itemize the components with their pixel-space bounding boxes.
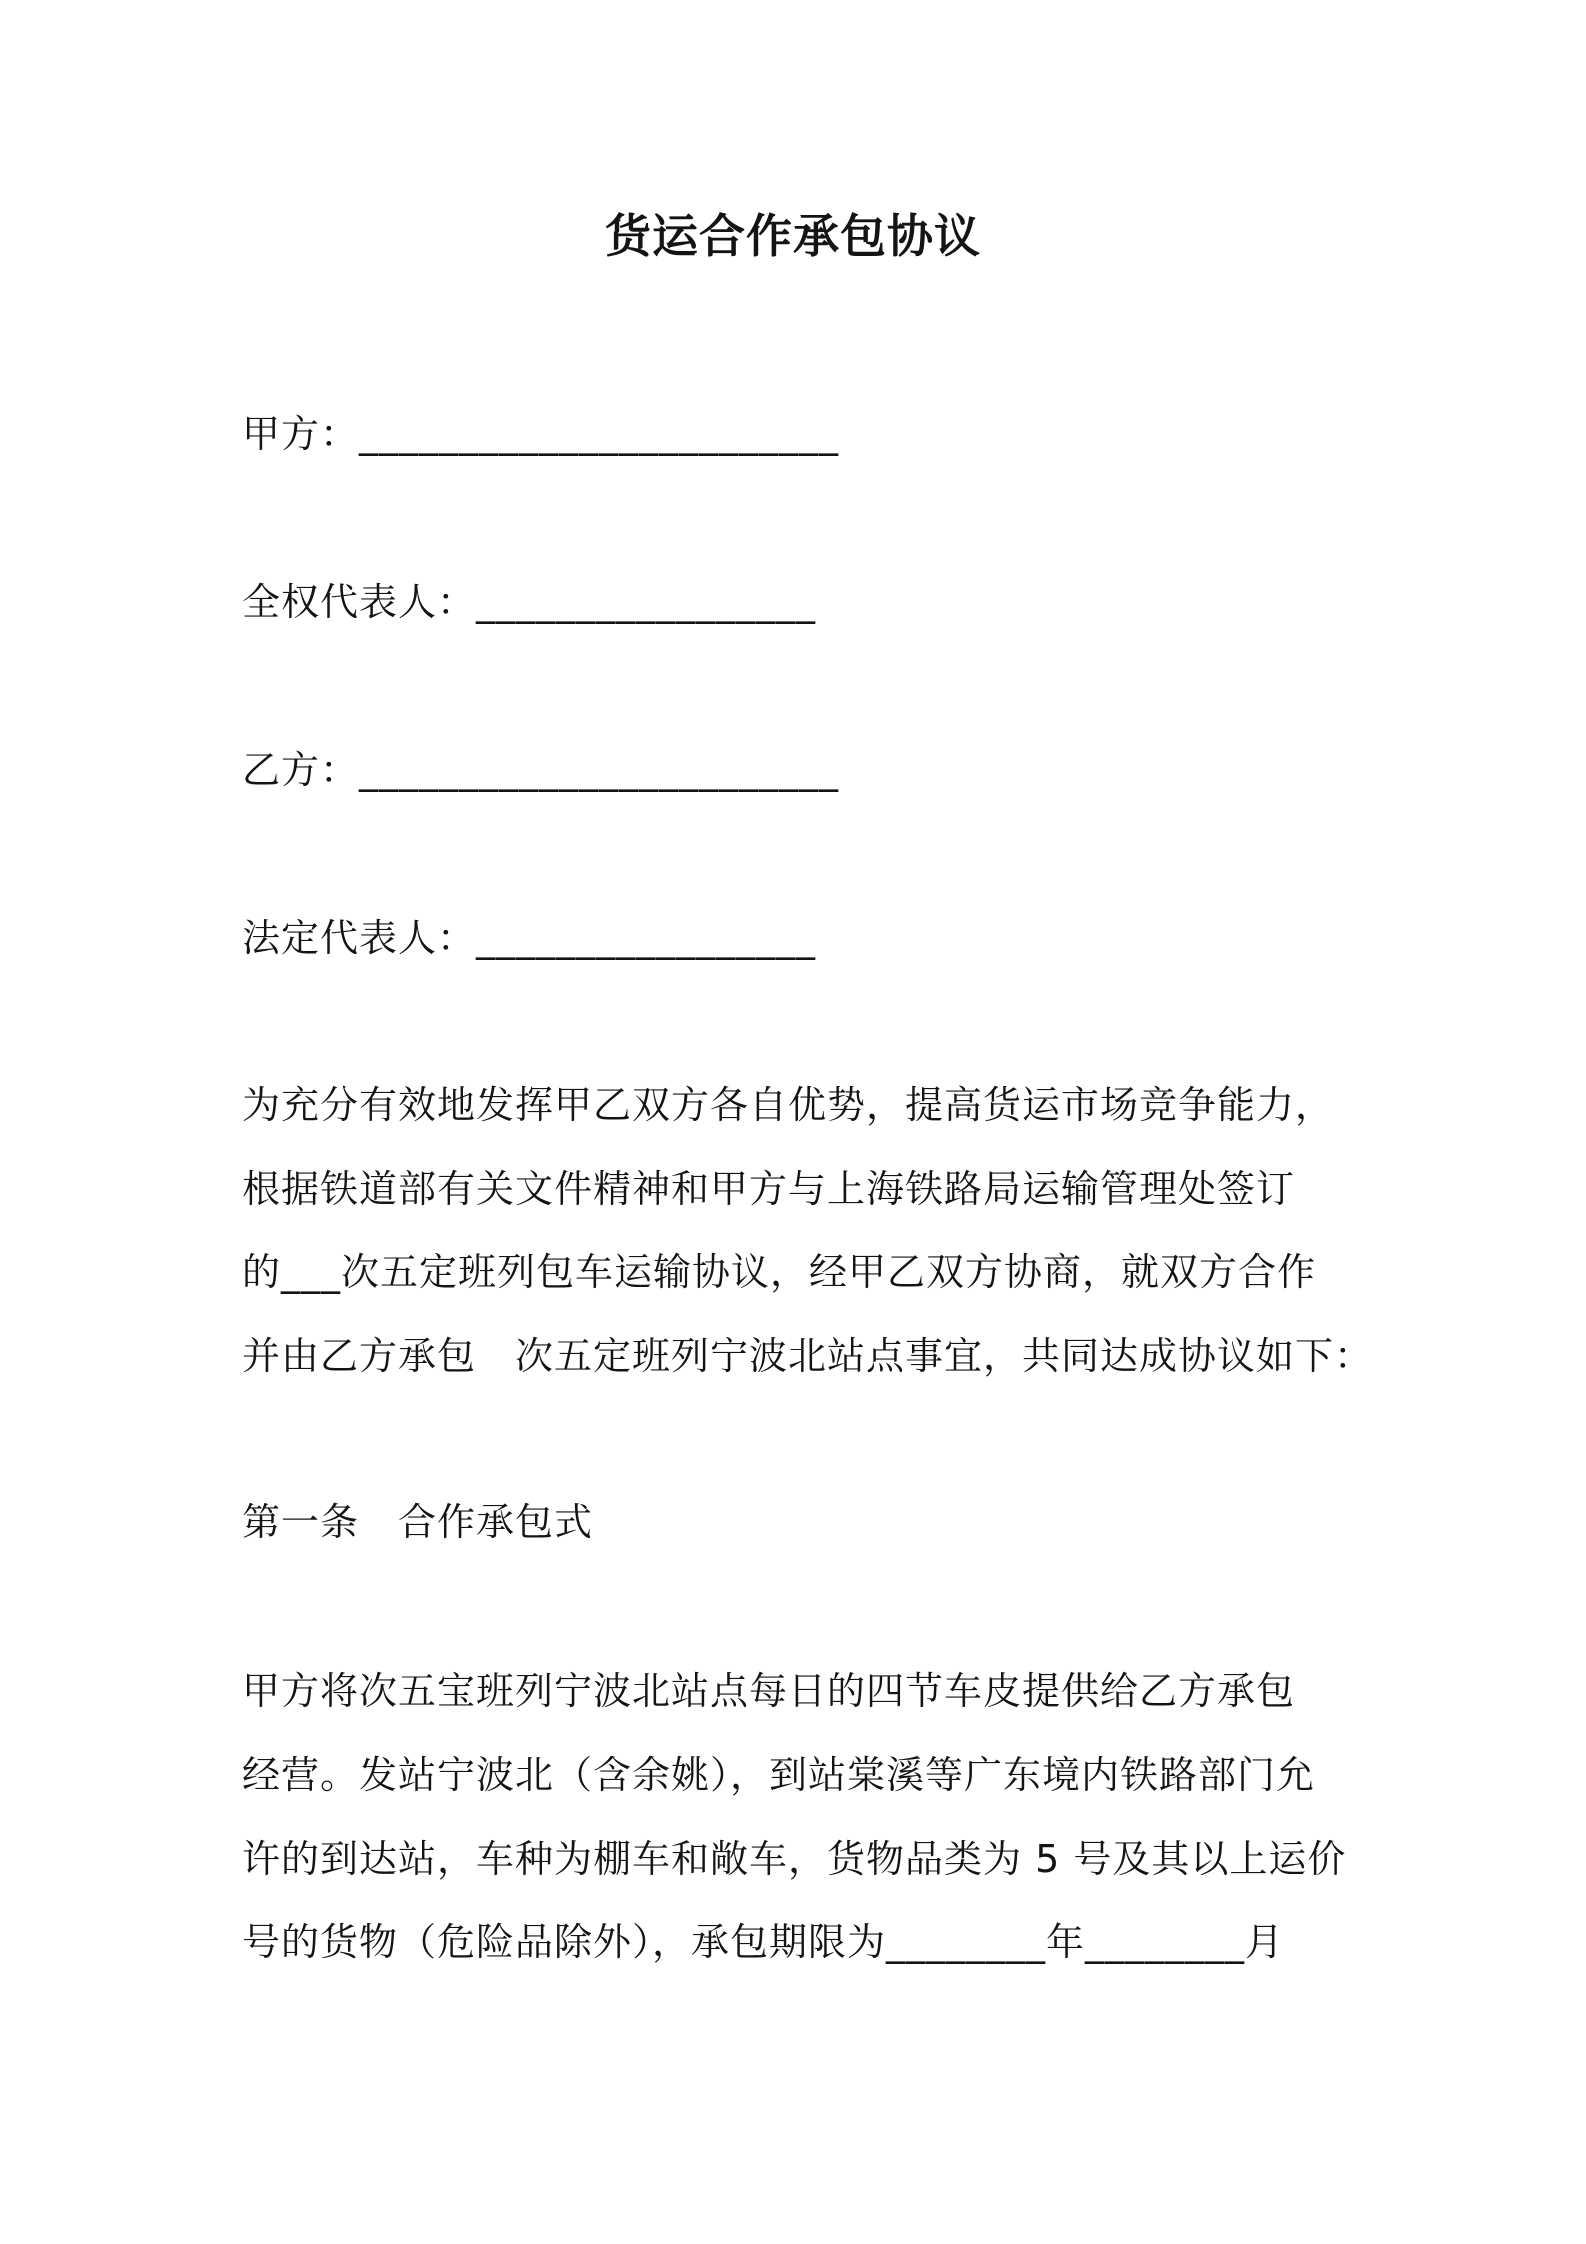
article-1-line-3: 许的到达站，车种为棚车和敞车，货物品类为 5 号及其以上运价 xyxy=(242,1837,1347,1881)
article-1-heading: 第一条 合作承包式 xyxy=(242,1500,594,1544)
party-b-legal-representative-line: 法定代表人：_________________ xyxy=(242,916,817,960)
document-title: 货运合作承包协议 xyxy=(605,209,981,263)
party-b-line: 乙方：________________________ xyxy=(242,748,840,792)
preamble-line-3: 的___次五定班列包车运输协议，经甲乙双方协商，就双方合作 xyxy=(242,1250,1317,1294)
article-1-line-4: 号的货物（危险品除外），承包期限为________年________月 xyxy=(242,1920,1285,1964)
preamble-line-2: 根据铁道部有关文件精神和甲方与上海铁路局运输管理处签订 xyxy=(242,1167,1296,1211)
party-a-line: 甲方：________________________ xyxy=(242,412,840,456)
article-1-line-2: 经营。发站宁波北（含余姚），到站棠溪等广东境内铁路部门允 xyxy=(242,1753,1316,1797)
article-1-line-1: 甲方将次五宝班列宁波北站点每日的四节车皮提供给乙方承包 xyxy=(242,1669,1296,1713)
party-a-representative-line: 全权代表人：_________________ xyxy=(242,580,817,624)
preamble-line-1: 为充分有效地发挥甲乙双方各自优势，提高货运市场竞争能力， xyxy=(242,1083,1335,1127)
preamble-line-4: 并由乙方承包 次五定班列宁波北站点事宜，共同达成协议如下： xyxy=(242,1334,1374,1378)
